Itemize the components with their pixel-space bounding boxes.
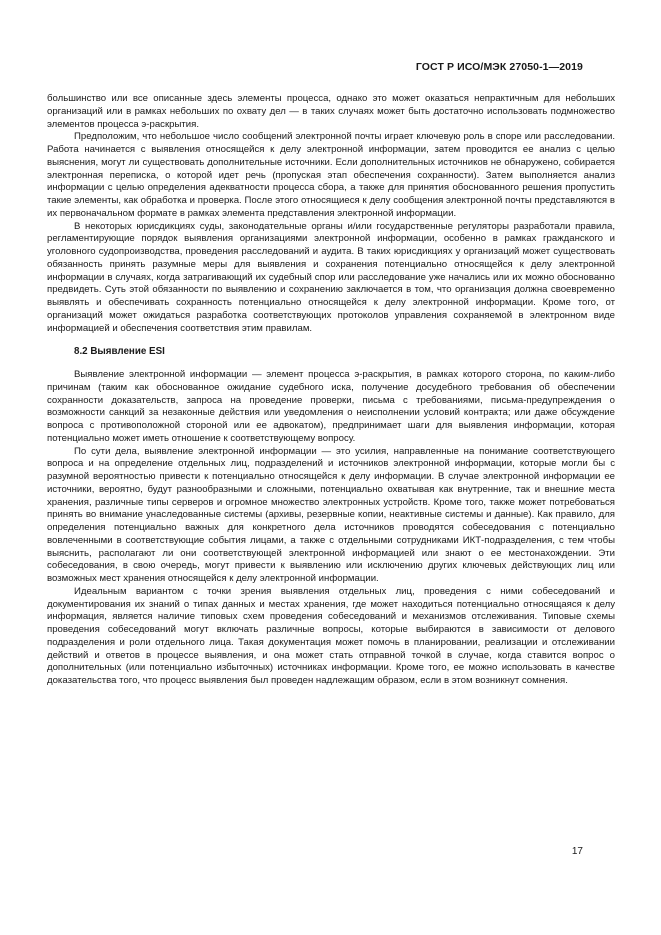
paragraph: В некоторых юрисдикциях суды, законодательные органы и/или государственные регуляторы разработали правила, регламентирующие порядок выявления организациями электронной информации, особенно в рамках гражданского и уголовного судопроизводства, проведения расследований и аудита. В таких юрисдикциях у организаций может существовать обязанность принять разумные меры для выявления и сохранения потенциально относящейся к делу электронной информации в случаях, когда затрагивающий их судебный спор или расследование уже начались или их можно обоснованно предвидеть. Суть этой обязанности по выявлению и сохранению заключается в том, что организация должна своевременно выявлять и обеспечивать сохранность потенциально относящейся к делу электронной информации. Кроме того, от организаций может ожидаться разработка соответствующих протоколов управления сохраняемой в электронном виде информацией и обеспечения соответствия этим правилам. — [47, 220, 615, 334]
paragraph: большинство или все описанные здесь элементы процесса, однако это может оказаться непрактичным для небольших организаций или в рамках небольших по охвату дел — в таких случаях может быть достаточно использовать подмножество элементов процесса э-раскрытия. — [47, 93, 615, 130]
section-heading: 8.2 Выявление ESI — [74, 346, 165, 358]
paragraph: По сути дела, выявление электронной информации — это усилия, направленные на понимание соответствующего вопроса и на определение отдельных лиц, подразделений и источников электронной информации, которые могли бы с разумной вероятностью привести к потенциально относящейся к делу информации. В случае электронной информации ее источники, вероятно, будут разнообразными и сложными, потенциально охватывая как внутренние, так и внешние места хранения, различные типы серверов и огромное множество электронных устройств. Кроме того, также может потребоваться принять во внимание унаследованные системы (архивы, резервные копии, неактивные системы и данные). Как правило, для определения потенциально важных для конкретного дела источников проводятся собеседования с потенциально вовлеченными в соответствующие события лицами, а также с отдельными сотрудниками ИКТ-подразделения, с тем чтобы выяснить, располагают ли они соответствующей электронной информацией или знают о ее местонахождении. Эти собеседования, в свою очередь, могут привести к выявлению или исключению других ключевых действующих лиц или возможных мест хранения относящейся к делу электронной информации. — [47, 445, 615, 584]
document-header: ГОСТ Р ИСО/МЭК 27050-1—2019 — [415, 61, 583, 73]
page-number: 17 — [571, 846, 583, 857]
paragraph: Идеальным вариантом с точки зрения выявления отдельных лиц, проведения с ними собеседований и документирования их знаний о типах данных и местах хранения, где может находиться потенциально относящаяся к делу информация, является наличие типовых схем проведения собеседований и механизмов отслеживания. Типовые схемы проведения собеседований могут включать различные вопросы, которые выбираются в зависимости от делового подразделения и роли отдельного лица. Такая документация может помочь в планировании, реализации и отслеживании действий и ответов в процессе выявления, и она может стать отправной точкой в случае, когда ставится вопрос о дополнительных (или потенциально избыточных) источниках информации. Кроме того, ее можно использовать в качестве доказательства того, что процесс выявления был проведен надлежащим образом, если в этом возникнут сомнения. — [47, 585, 615, 686]
paragraph: Выявление электронной информации — элемент процесса э-раскрытия, в рамках которого сторона, по каким-либо причинам (таким как обоснованное ожидание судебного иска, получение досудебного требования об обеспечении сохранности доказательств, запроса на проведение проверки, письма с требованиями, письма-предупреждения о возможности санкций за незаконные действия или уведомления о неисполнении условий контракта; или даже обсуждение вопроса с противоположной стороной или ее адвокатом), предпринимает шаги для выявления информации, которая потенциально может иметь отношение к соответствующему вопросу. — [47, 369, 615, 444]
document-body — [47, 93, 615, 688]
paragraph: Предположим, что небольшое число сообщений электронной почты играет ключевую роль в споре или расследовании. Работа начинается с выявления относящейся к делу электронной информации, затем проводится ее анализ с целью выяснения, могут ли существовать дополнительные источники. Если дополнительных источников не обнаружено, собирается электронная переписка, о которой идет речь (пропуская этап обеспечения сохранности). Затем выполняется анализ информации с целью определения адекватности процесса сбора, а также для принятия обоснованного решения пропустить такие элементы, как обработка и проверка. После этого относящиеся к делу сообщения электронной почты представляются в их первоначальном формате в рамках элемента представления электронной информации. — [47, 131, 615, 219]
